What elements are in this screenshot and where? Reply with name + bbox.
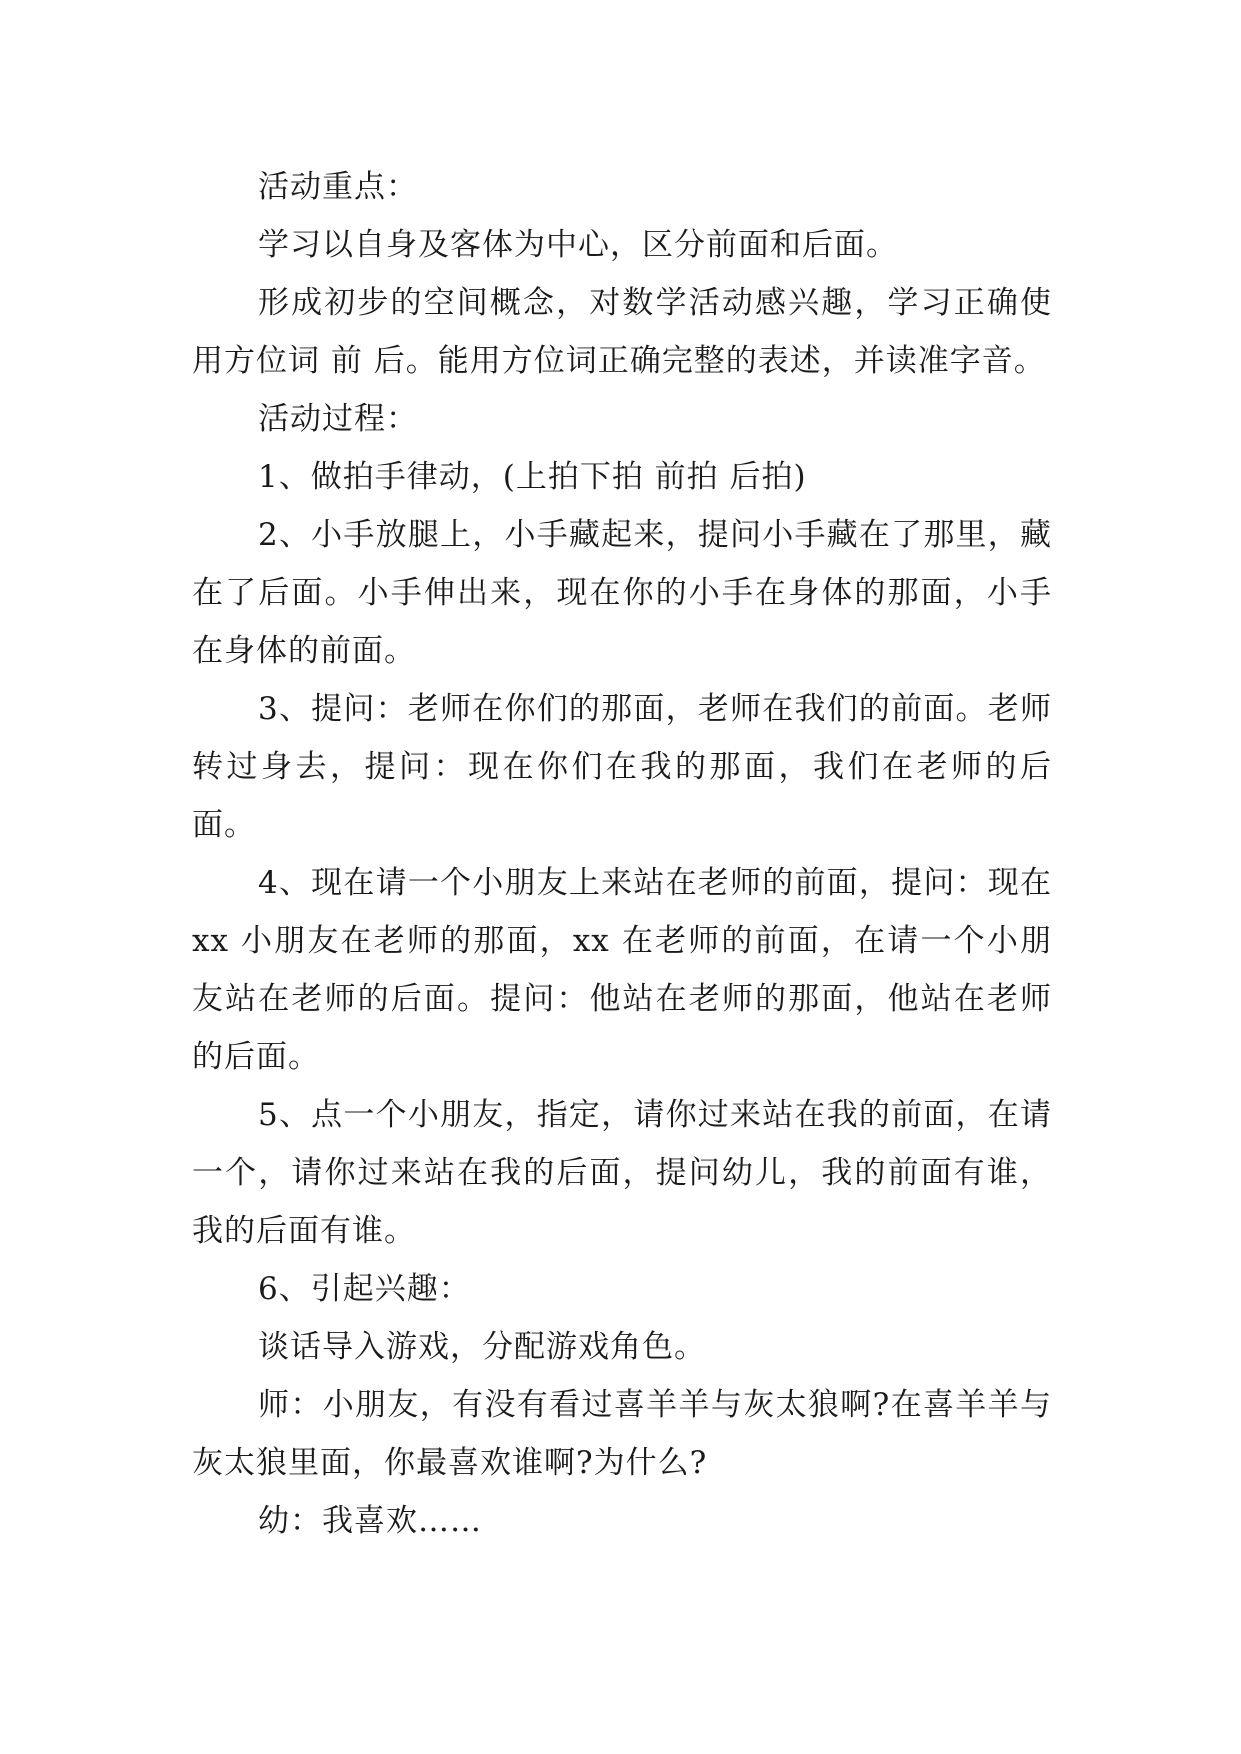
paragraph: 学习以自身及客体为中心，区分前面和后面。: [258, 227, 898, 263]
paragraph: 形成初步的空间概念，对数学活动感兴趣，学习正确使用方位词 前 后。能用方位词正确完整的表述，并读准字音。: [192, 285, 1052, 379]
section-heading-process: 活动过程：: [258, 401, 418, 437]
step-paragraph: 2、小手放腿上，小手藏起来，提问小手藏在了那里，藏在了后面。小手伸出来，现在你的小手在身体的那面，小手在身体的前面。: [192, 517, 1052, 669]
step-paragraph: 3、提问：老师在你们的那面，老师在我们的前面。老师转过身去，提问：现在你们在我的那面，我们在老师的后面。: [192, 691, 1052, 843]
step-paragraph: 4、现在请一个小朋友上来站在老师的前面，提问：现在 xx 小朋友在老师的那面，xx 在老师的前面，在请一个小朋友站在老师的后面。提问：他站在老师的那面，他站在老师的后面。: [192, 865, 1052, 1075]
paragraph: 谈话导入游戏，分配游戏角色。: [258, 1329, 706, 1365]
step-paragraph: 5、点一个小朋友，指定，请你过来站在我的前面，在请一个，请你过来站在我的后面，提问幼儿，我的前面有谁，我的后面有谁。: [192, 1097, 1052, 1249]
step-paragraph: 1、做拍手律动，(上拍下拍 前拍 后拍): [258, 459, 807, 495]
step-paragraph: 6、引起兴趣：: [258, 1271, 471, 1307]
dialogue-teacher: 师：小朋友，有没有看过喜羊羊与灰太狼啊?在喜羊羊与灰太狼里面，你最喜欢谁啊?为什么?: [192, 1387, 1052, 1481]
section-heading-key-points: 活动重点：: [258, 169, 418, 205]
document-body: [192, 158, 1052, 1550]
dialogue-child: 幼：我喜欢……: [258, 1503, 482, 1539]
